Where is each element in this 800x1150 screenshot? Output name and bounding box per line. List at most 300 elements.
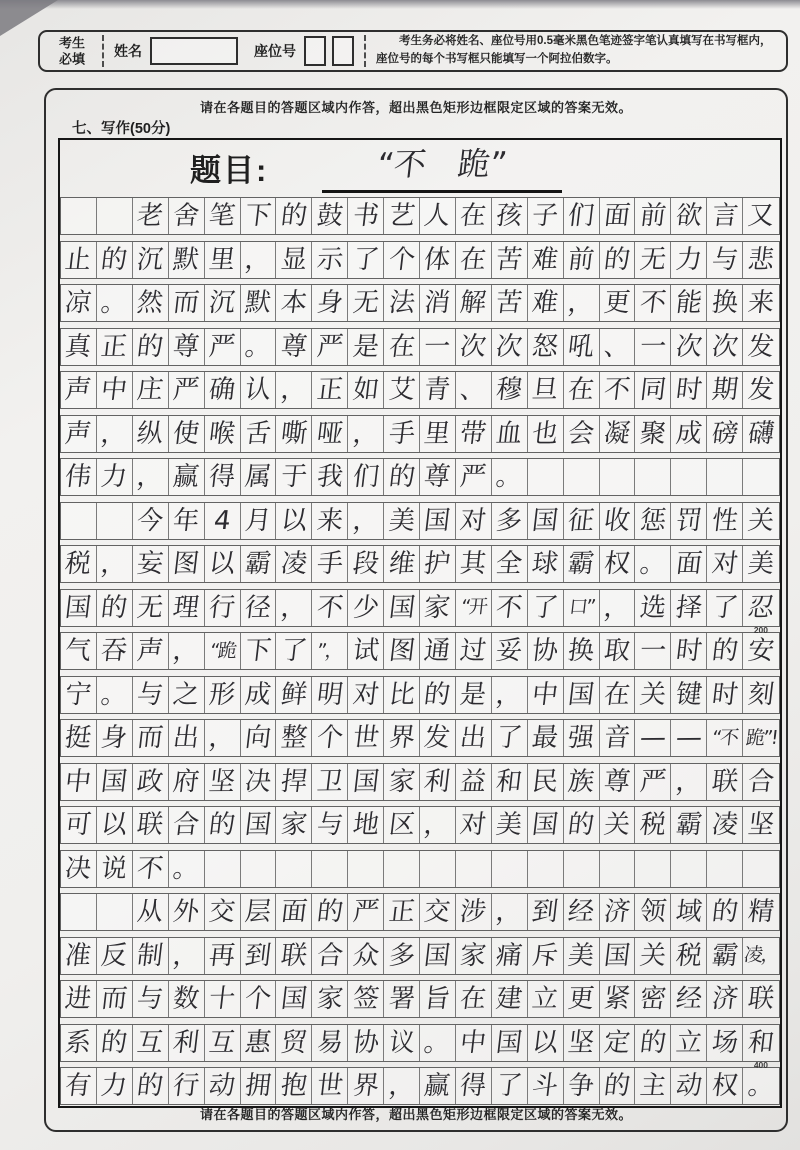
grid-cell: [743, 938, 779, 974]
handwritten-char: 次: [674, 331, 704, 362]
grid-cell: [61, 720, 97, 756]
grid-cell: [420, 285, 456, 321]
grid-cell: [133, 938, 169, 974]
handwritten-char: 面: [602, 200, 632, 232]
handwritten-char: 手: [386, 418, 417, 449]
grid-cell: [528, 285, 564, 321]
grid-cell: [169, 590, 205, 626]
handwritten-char: 正: [99, 331, 130, 362]
handwritten-char: 捍: [279, 766, 309, 797]
handwritten-char: 多: [386, 940, 417, 971]
handwritten-char: 关: [638, 679, 668, 710]
grid-cell: [564, 590, 600, 626]
handwritten-char: 美: [494, 809, 524, 841]
dashed-divider: [102, 35, 104, 67]
handwritten-char: 择: [674, 592, 704, 623]
handwritten-char: 国: [494, 1027, 524, 1058]
grid-cell: [312, 372, 348, 408]
handwritten-char: 国: [63, 592, 94, 623]
handwritten-char: 对: [350, 679, 381, 710]
handwritten-char: 舍: [171, 200, 201, 232]
grid-cell: [241, 764, 277, 800]
handwritten-char: 的: [566, 809, 596, 841]
grid-cell: [456, 677, 492, 713]
handwritten-char: 悲: [746, 244, 776, 275]
handwritten-char: 今: [135, 505, 165, 536]
grid-cell: [528, 677, 564, 713]
grid-cell: [241, 981, 277, 1017]
handwritten-char: 年: [171, 505, 201, 536]
grid-row: [60, 1067, 780, 1105]
handwritten-char: 体: [422, 244, 453, 275]
handwritten-char: 准: [63, 940, 94, 971]
grid-cell: [707, 981, 743, 1017]
handwritten-char: 严: [315, 331, 345, 362]
handwritten-char: 前: [566, 244, 596, 275]
handwritten-char: 的: [207, 809, 237, 841]
grid-cell: [133, 503, 169, 539]
handwritten-char: 怒: [530, 331, 560, 362]
grid-cell: [600, 503, 636, 539]
grid-cell: [671, 764, 707, 800]
grid-cell: [564, 1025, 600, 1061]
handwritten-char: 妄: [135, 548, 165, 580]
grid-cell: [707, 242, 743, 278]
grid-cell: [492, 894, 528, 930]
handwritten-char: 税: [674, 940, 704, 971]
grid-cell: [348, 633, 384, 669]
handwritten-essay-title: “不 跪”: [375, 144, 509, 184]
handwritten-char: 以: [207, 548, 237, 580]
grid-cell: [169, 851, 205, 887]
grid-cell: [61, 285, 97, 321]
handwritten-char: 青: [422, 374, 453, 406]
handwritten-char: 在: [602, 679, 632, 710]
grid-cell: [420, 633, 456, 669]
handwritten-char: 无: [135, 592, 165, 623]
grid-cell: [743, 851, 779, 887]
handwritten-char: 之: [171, 679, 201, 710]
grid-cell: [671, 807, 707, 843]
grid-cell: [528, 590, 564, 626]
grid-cell: [528, 372, 564, 408]
grid-cell: [671, 677, 707, 713]
handwritten-char: 国: [530, 505, 560, 536]
handwritten-char: 忍: [746, 592, 776, 623]
grid-cell: [420, 372, 456, 408]
grid-cell: [384, 938, 420, 974]
grid-cell: [456, 894, 492, 930]
grid-cell: [61, 807, 97, 843]
grid-cell: [169, 633, 205, 669]
handwritten-char: 涉: [458, 896, 489, 928]
handwritten-char: 。: [494, 461, 524, 493]
handwritten-char: 的: [99, 1027, 130, 1058]
photo-edge-shadow: [0, 0, 800, 9]
handwritten-char: 苦: [494, 287, 524, 319]
handwritten-char: 数: [171, 983, 201, 1015]
handwritten-char: 过: [458, 635, 489, 667]
grid-cell: [169, 285, 205, 321]
handwritten-char: 球: [530, 548, 560, 580]
handwritten-char: 赢: [171, 461, 201, 493]
grid-row: [60, 676, 780, 714]
grid-cell: [276, 764, 312, 800]
grid-cell: [528, 416, 564, 452]
grid-cell: [528, 503, 564, 539]
handwritten-char: 子: [530, 200, 560, 232]
grid-cell: [635, 242, 671, 278]
grid-cell: [276, 503, 312, 539]
handwritten-char: —: [638, 722, 668, 754]
handwritten-char: 整: [279, 722, 309, 754]
grid-cell: [312, 503, 348, 539]
handwritten-char: 惠: [243, 1027, 273, 1058]
grid-cell: [456, 938, 492, 974]
handwritten-char: 不: [135, 853, 165, 884]
grid-cell: [707, 285, 743, 321]
boundary-notice-bottom: 请在各题目的答题区域内作答，超出黑色矩形边框限定区域的答案无效。: [199, 1107, 632, 1122]
grid-cell: [671, 242, 707, 278]
grid-cell: [384, 546, 420, 582]
grid-cell: [420, 198, 456, 234]
grid-cell: [205, 633, 241, 669]
handwritten-char: 严: [638, 766, 668, 797]
grid-cell: [492, 285, 528, 321]
handwritten-char: 决: [63, 853, 94, 884]
handwritten-char: 吼: [566, 331, 596, 362]
handwritten-char: 严: [171, 374, 201, 406]
grid-cell: [743, 633, 779, 669]
grid-cell: [492, 677, 528, 713]
handwritten-char: 的: [99, 244, 130, 275]
grid-cell: [671, 981, 707, 1017]
handwritten-char: 力: [99, 461, 130, 493]
handwritten-char: 界: [350, 1070, 381, 1102]
grid-cell: [707, 546, 743, 582]
grid-cell: [384, 894, 420, 930]
grid-cell: [492, 720, 528, 756]
grid-cell: [205, 851, 241, 887]
grid-row: [60, 632, 780, 670]
grid-cell: [97, 764, 133, 800]
handwritten-char: 来: [746, 287, 776, 319]
grid-cell: [564, 677, 600, 713]
grid-cell: [564, 633, 600, 669]
required-label-line1: 考生: [58, 35, 85, 51]
grid-cell: [61, 981, 97, 1017]
grid-cell: [420, 546, 456, 582]
grid-cell: [600, 242, 636, 278]
grid-cell: [707, 459, 743, 495]
grid-cell: [276, 633, 312, 669]
dashed-divider: [364, 35, 366, 67]
grid-cell: [133, 720, 169, 756]
grid-cell: [492, 633, 528, 669]
handwritten-char: 个: [386, 244, 417, 275]
grid-cell: [635, 329, 671, 365]
grid-cell: [635, 894, 671, 930]
handwritten-char: 本: [279, 287, 309, 319]
handwritten-char: 属: [243, 461, 273, 493]
handwritten-char: 立: [674, 1027, 704, 1058]
handwritten-char: 区: [386, 809, 417, 841]
handwritten-char: 沉: [135, 244, 165, 275]
grid-cell: [312, 1025, 348, 1061]
handwritten-char: 不: [315, 592, 345, 623]
grid-cell: [241, 677, 277, 713]
handwritten-char: 进: [63, 983, 94, 1015]
handwritten-char: 比: [386, 679, 417, 710]
handwritten-char: 然: [135, 287, 165, 319]
handwritten-char: 权: [602, 548, 632, 580]
handwritten-char: 声: [63, 374, 94, 406]
grid-cell: [312, 633, 348, 669]
grid-cell: [276, 242, 312, 278]
grid-cell: [743, 546, 779, 582]
handwritten-char: 正: [315, 374, 345, 406]
handwritten-char: 安: [746, 635, 776, 667]
grid-cell: [61, 372, 97, 408]
handwritten-char: ，: [279, 592, 309, 623]
handwritten-char: 里: [422, 418, 453, 449]
grid-cell: [61, 503, 97, 539]
handwritten-char: 身: [99, 722, 130, 754]
grid-cell: [169, 546, 205, 582]
grid-cell: [671, 938, 707, 974]
handwritten-char: 带: [458, 418, 489, 449]
handwritten-char: 地: [350, 809, 381, 841]
grid-cell: [600, 372, 636, 408]
grid-cell: [707, 1025, 743, 1061]
name-label: 姓名: [114, 43, 142, 59]
grid-cell: [348, 242, 384, 278]
grid-cell: [671, 546, 707, 582]
handwritten-char: 坚: [746, 809, 776, 841]
handwritten-char: ，: [135, 461, 165, 493]
grid-cell: [384, 764, 420, 800]
examinee-info-box: [38, 30, 788, 72]
handwritten-char: 言: [709, 200, 740, 232]
grid-cell: [743, 285, 779, 321]
grid-cell: [456, 329, 492, 365]
handwritten-char: 卫: [315, 766, 345, 797]
handwritten-char: 声: [63, 418, 94, 449]
grid-cell: [241, 1025, 277, 1061]
handwritten-char: 。: [422, 1027, 453, 1058]
grid-cell: [600, 546, 636, 582]
grid-cell: [743, 720, 779, 756]
word-count-marker: 200: [753, 624, 768, 635]
grid-cell: [671, 1068, 707, 1104]
grid-cell: [348, 416, 384, 452]
handwritten-char: 。: [746, 1070, 776, 1102]
grid-cell: [205, 546, 241, 582]
handwritten-char: 力: [99, 1070, 130, 1102]
grid-cell: [169, 372, 205, 408]
handwritten-char: 止: [63, 244, 94, 275]
handwritten-char: 交: [422, 896, 453, 928]
handwritten-char: 凌: [709, 809, 740, 841]
grid-cell: [312, 981, 348, 1017]
grid-cell: [492, 416, 528, 452]
grid-row: [60, 241, 780, 279]
grid-cell: [635, 416, 671, 452]
grid-cell: [707, 720, 743, 756]
handwritten-char: 密: [638, 983, 668, 1015]
grid-row: [60, 458, 780, 496]
grid-cell: [205, 807, 241, 843]
essay-grid: [60, 197, 780, 1105]
handwritten-char: 经: [674, 983, 704, 1015]
grid-cell: [743, 1025, 779, 1061]
grid-cell: [528, 1025, 564, 1061]
grid-cell: [169, 720, 205, 756]
grid-cell: [384, 981, 420, 1017]
handwritten-char: 法: [386, 287, 417, 319]
handwritten-char: 利: [422, 766, 453, 797]
grid-cell: [276, 720, 312, 756]
grid-cell: [528, 764, 564, 800]
grid-cell: [743, 372, 779, 408]
handwritten-char: 次: [709, 331, 740, 362]
handwritten-char: 可: [63, 809, 94, 841]
handwritten-char: 以: [99, 809, 130, 841]
grid-cell: [600, 198, 636, 234]
grid-cell: [564, 1068, 600, 1104]
grid-cell: [348, 807, 384, 843]
handwritten-char: 旦: [530, 374, 560, 406]
grid-row: [60, 937, 780, 975]
handwritten-char: ，: [350, 418, 381, 449]
grid-cell: [743, 329, 779, 365]
handwritten-char: 凝: [602, 418, 632, 449]
handwritten-char: 下: [243, 635, 273, 667]
handwritten-char: 欲: [674, 200, 704, 232]
handwritten-char: ，: [602, 592, 632, 623]
handwritten-char: 赢: [422, 1070, 453, 1102]
handwritten-char: 霸: [674, 809, 704, 841]
handwritten-char: “不: [711, 726, 739, 749]
grid-cell: [707, 894, 743, 930]
essay-answer-area: [58, 138, 782, 1108]
handwritten-char: 的: [135, 1070, 165, 1102]
grid-cell: [528, 1068, 564, 1104]
grid-cell: [241, 938, 277, 974]
grid-cell: [61, 546, 97, 582]
handwritten-char: 行: [207, 592, 237, 623]
grid-cell: [169, 1068, 205, 1104]
handwritten-char: ，: [350, 505, 381, 536]
handwritten-char: 其: [458, 548, 489, 580]
grid-cell: [635, 285, 671, 321]
grid-cell: [133, 851, 169, 887]
grid-cell: [528, 546, 564, 582]
handwritten-char: 凌: [279, 548, 309, 580]
handwritten-char: 血: [494, 418, 524, 449]
handwritten-char: 喉: [207, 418, 237, 449]
handwritten-char: 系: [63, 1027, 94, 1058]
grid-cell: [635, 807, 671, 843]
handwritten-char: 键: [674, 679, 704, 710]
handwritten-char: 笔: [207, 200, 237, 232]
required-label-line2: 必填: [58, 51, 85, 66]
handwritten-char: 关: [602, 809, 632, 841]
grid-cell: [635, 720, 671, 756]
handwritten-char: 国: [350, 766, 381, 797]
grid-cell: [276, 329, 312, 365]
handwritten-char: 而: [99, 983, 130, 1015]
grid-cell: [384, 285, 420, 321]
handwritten-char: 多: [494, 505, 524, 536]
handwritten-char: 同: [638, 374, 668, 406]
grid-cell: [492, 242, 528, 278]
grid-cell: [133, 372, 169, 408]
handwritten-char: 一: [638, 331, 668, 362]
handwritten-char: 的: [602, 244, 632, 275]
handwritten-char: 发: [746, 374, 776, 406]
handwritten-char: 争: [566, 1070, 596, 1102]
handwritten-char: ，: [566, 287, 596, 319]
grid-cell: [456, 416, 492, 452]
grid-cell: [707, 938, 743, 974]
grid-cell: [707, 198, 743, 234]
grid-cell: [133, 285, 169, 321]
handwritten-char: 从: [135, 896, 165, 928]
handwritten-char: 成: [674, 418, 704, 449]
grid-cell: [492, 590, 528, 626]
handwritten-char: 无: [638, 244, 668, 275]
handwritten-char: 最: [530, 722, 560, 754]
handwritten-char: 们: [566, 200, 596, 232]
grid-cell: [348, 720, 384, 756]
grid-cell: [205, 242, 241, 278]
grid-cell: [312, 329, 348, 365]
handwritten-char: ，: [494, 679, 524, 710]
grid-cell: [492, 459, 528, 495]
grid-cell: [564, 546, 600, 582]
grid-row: [60, 284, 780, 322]
handwritten-char: 立: [530, 983, 560, 1015]
grid-cell: [276, 590, 312, 626]
grid-cell: [600, 894, 636, 930]
handwritten-char: 孩: [494, 200, 524, 232]
handwritten-char: 关: [638, 940, 668, 971]
grid-cell: [61, 938, 97, 974]
grid-row: [60, 806, 780, 844]
handwritten-char: 界: [386, 722, 417, 754]
handwritten-char: 形: [207, 679, 237, 710]
grid-cell: [384, 503, 420, 539]
grid-cell: [492, 851, 528, 887]
grid-cell: [564, 416, 600, 452]
handwritten-char: 收: [602, 505, 632, 536]
grid-cell: [456, 459, 492, 495]
grid-cell: [133, 677, 169, 713]
grid-cell: [671, 372, 707, 408]
handwritten-char: 理: [171, 592, 201, 623]
handwritten-char: 挺: [63, 722, 94, 754]
grid-cell: [528, 807, 564, 843]
answer-section-box: [44, 88, 788, 1132]
seat-number-label: 座位号: [254, 43, 296, 59]
handwritten-char: 一: [422, 331, 453, 362]
grid-row: [60, 415, 780, 453]
grid-cell: [61, 851, 97, 887]
handwritten-char: 不: [602, 374, 632, 406]
handwritten-char: 一: [638, 635, 668, 667]
handwritten-char: 罚: [674, 505, 704, 536]
